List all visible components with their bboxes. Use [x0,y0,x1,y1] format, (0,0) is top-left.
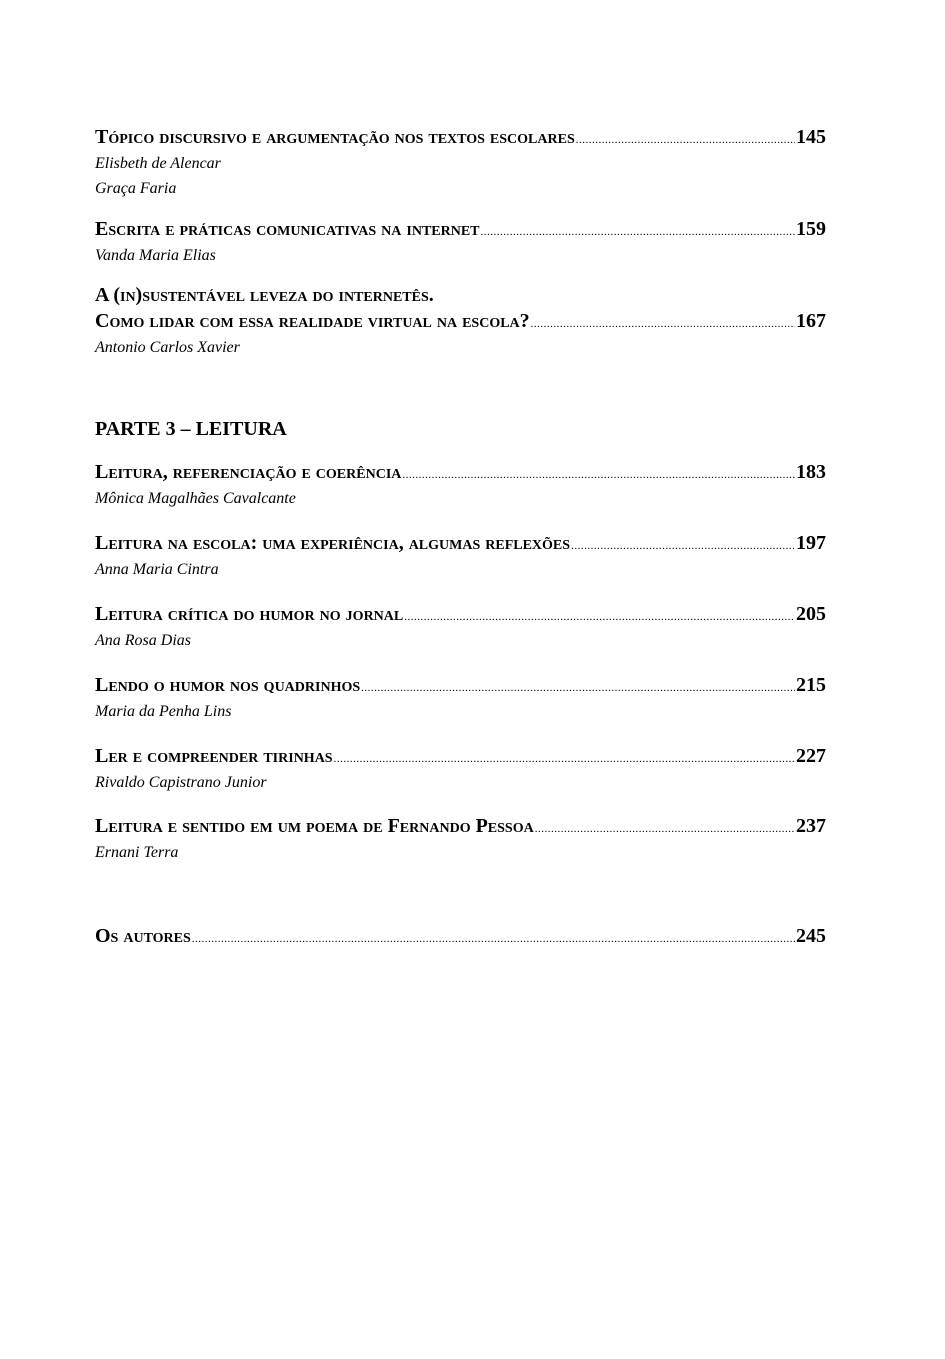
dot-leader [571,533,795,559]
toc-entry-title: Tópico discursivo e argumentação nos textos escolares [95,126,575,148]
toc-entry-page: 227 [796,745,826,767]
toc-entry-author: Anna Maria Cintra [95,561,219,578]
toc-entry-title-line[interactable] [95,672,826,701]
toc-entry [95,459,826,509]
dot-leader [535,816,795,842]
toc-entry [95,813,826,863]
toc-entry-title-line[interactable] [95,923,826,952]
toc-entry [95,124,826,199]
toc-entry [95,743,826,793]
toc-entry-author: Antonio Carlos Xavier [95,339,240,356]
toc-entry-author: Ernani Terra [95,844,179,861]
dot-leader [334,746,795,772]
toc-entry-author: Ana Rosa Dias [95,632,191,649]
toc-entry [95,530,826,580]
toc-entry-author: Mônica Magalhães Cavalcante [95,490,296,507]
toc-entry-page: 215 [796,674,826,696]
toc-entry-title-line[interactable] [95,601,826,630]
toc-entry-author: Maria da Penha Lins [95,703,232,720]
toc-entry-page: 197 [796,532,826,554]
part-heading: PARTE 3 – LEITURA [95,418,287,440]
toc-entry-title: Leitura e sentido em um poema de Fernando Pessoa [95,815,534,837]
toc-entry-title-line[interactable] [95,216,826,245]
toc-entry-title: Lendo o humor nos quadrinhos [95,674,361,696]
toc-entry-title: Leitura na escola: uma experiência, algumas reflexões [95,532,571,554]
toc-entry-page: 205 [796,603,826,625]
toc-entry-title: Leitura, referenciação e coerência [95,461,402,483]
toc-entry-page: 145 [796,126,826,148]
toc-entry-title-line[interactable] [95,743,826,772]
table-of-contents [95,124,826,952]
toc-entry-author: Graça Faria [95,180,177,197]
toc-entry [95,923,826,952]
dot-leader [361,675,795,701]
toc-entry-title: Escrita e práticas comunicativas na internet [95,218,480,240]
toc-entry [95,216,826,266]
toc-entry-page: 237 [796,815,826,837]
toc-entry-title-first-line: A (in)sustentável leveza do internetês. [95,284,434,306]
dot-leader [402,462,795,488]
toc-entry-title-line[interactable] [95,308,826,337]
toc-entry-title-line[interactable] [95,124,826,153]
dot-leader [192,926,795,952]
toc-entry-page: 245 [796,925,826,947]
toc-entry [95,282,826,358]
dot-leader [481,219,795,245]
toc-entry-author: Elisbeth de Alencar [95,155,221,172]
toc-entry-title: Leitura crítica do humor no jornal [95,603,404,625]
toc-entry-page: 183 [796,461,826,483]
dot-leader [576,127,795,153]
toc-entry-title: Ler e compreender tirinhas [95,745,333,767]
toc-entry-title: Os autores [95,925,191,947]
dot-leader [404,604,795,630]
toc-entry-page: 167 [796,310,826,332]
toc-entry [95,672,826,722]
toc-entry-title-line[interactable] [95,459,826,488]
toc-entry-author: Rivaldo Capistrano Junior [95,774,267,791]
toc-entry-title: Como lidar com essa realidade virtual na escola? [95,310,530,332]
toc-entry-page: 159 [796,218,826,240]
dot-leader [531,311,795,337]
toc-entry-title-line[interactable] [95,813,826,842]
toc-entry [95,601,826,651]
toc-entry-title-line[interactable] [95,530,826,559]
toc-entry-author: Vanda Maria Elias [95,247,216,264]
